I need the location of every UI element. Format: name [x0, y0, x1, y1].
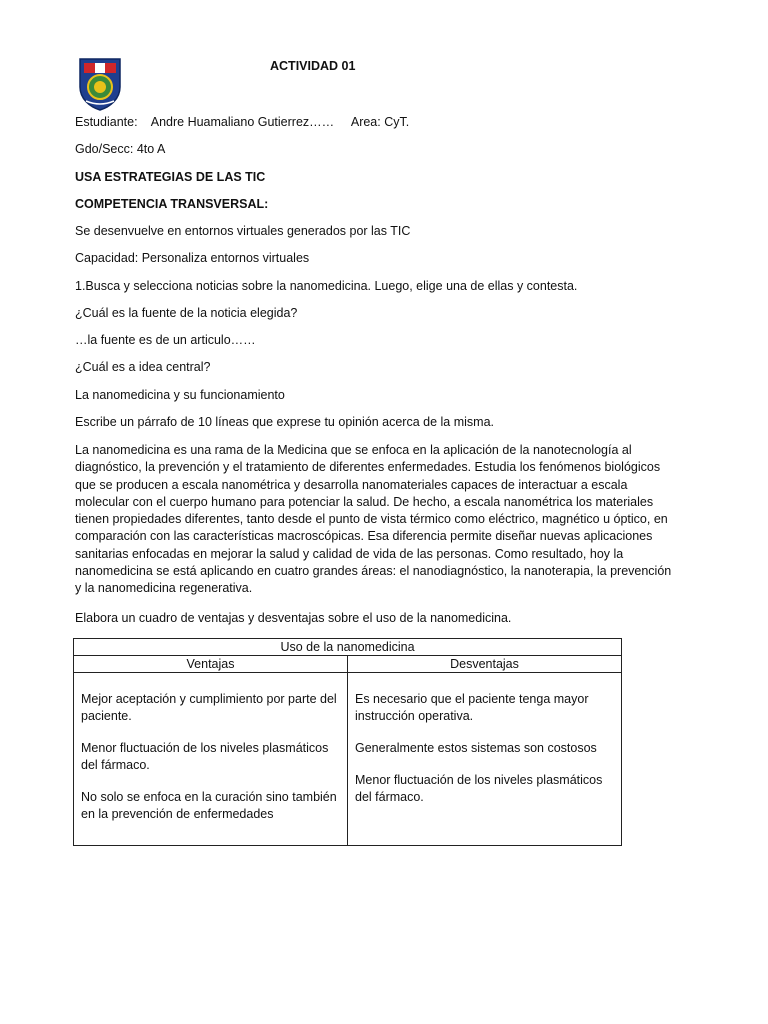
paragraph-line: comparación con las características macroscópicas. Esa diferencia permite diseñar nuevas aplicaciones — [75, 529, 653, 544]
competence-text: Se desenvuelve en entornos virtuales generados por las TIC — [75, 224, 411, 238]
heading-tic: USA ESTRATEGIAS DE LAS TIC — [75, 170, 266, 184]
desventaja-item: Generalmente estos sistemas son costosos — [355, 741, 597, 755]
grade-line: Gdo/Secc: 4to A — [75, 142, 166, 156]
paragraph-line: La nanomedicina es una rama de la Medicina que se enfoca en la aplicación de la nanotecnología al — [75, 443, 632, 457]
ventaja-item: No solo se enfoca en la curación sino también en la prevención de enfermedades — [81, 790, 337, 821]
activity-title: ACTIVIDAD 01 — [270, 59, 356, 73]
ventaja-item: Menor fluctuación de los niveles plasmáticos del fármaco. — [81, 741, 329, 772]
instruction-3: Elabora un cuadro de ventajas y desventajas sobre el uso de la nanomedicina. — [75, 611, 512, 625]
paragraph-line: y la nanomedicina regenerativa. — [75, 581, 253, 596]
table-title: Uso de la nanomedicina — [74, 639, 622, 656]
paragraph-line: diagnóstico, la prevención y el tratamiento de diferentes enfermedades. Estudia los fenómenos biológicos — [75, 460, 661, 475]
column-header-desventajas: Desventajas — [348, 656, 622, 673]
paragraph-line: molecular con el cuerpo humano para potenciar la salud. De hecho, a escala nanométrica los materiales — [75, 494, 654, 509]
answer-2: La nanomedicina y su funcionamiento — [75, 388, 285, 402]
student-label: Estudiante: — [75, 115, 138, 129]
advantages-table — [73, 638, 622, 846]
question-1: ¿Cuál es la fuente de la noticia elegida? — [75, 306, 298, 320]
capacity-text: Capacidad: Personaliza entornos virtuales — [75, 251, 310, 265]
school-crest-logo — [76, 57, 124, 111]
desventajas-cell — [348, 673, 622, 846]
opinion-paragraph — [75, 442, 700, 598]
heading-competencia: COMPETENCIA TRANSVERSAL: — [75, 197, 269, 211]
paragraph-line: tienen propiedades diferentes, tanto desde el punto de vista térmico como eléctrico, magnético u óptico, en — [75, 512, 668, 527]
area-label: Area: CyT. — [350, 115, 410, 129]
student-line — [75, 115, 409, 129]
desventaja-item: Menor fluctuación de los niveles plasmáticos del fármaco. — [355, 773, 603, 804]
answer-1: …la fuente es de un articulo…… — [75, 333, 256, 347]
ventaja-item: Mejor aceptación y cumplimiento por parte del paciente. — [81, 692, 337, 723]
instruction-1: 1.Busca y selecciona noticias sobre la nanomedicina. Luego, elige una de ellas y contesta. — [75, 279, 578, 293]
ventajas-cell — [74, 673, 348, 846]
student-name: Andre Huamaliano Gutierrez…… — [150, 115, 335, 129]
question-2: ¿Cuál es a idea central? — [75, 360, 211, 374]
desventaja-item: Es necesario que el paciente tenga mayor instrucción operativa. — [355, 692, 589, 723]
paragraph-line: nanomedicina se está aplicando en cuatro grandes áreas: el nanodiagnóstico, la nanoterapia, la prevención — [75, 564, 672, 579]
instruction-2: Escribe un párrafo de 10 líneas que exprese tu opinión acerca de la misma. — [75, 415, 494, 429]
paragraph-line: sanitarias enfocadas en mejorar la salud y calidad de vida de las personas. Como resultado, hoy la — [75, 546, 624, 561]
paragraph-line: que se producen a escala nanométrica y desarrolla nanomateriales capaces de interactuar a escala — [75, 477, 628, 492]
column-header-ventajas: Ventajas — [74, 656, 348, 673]
